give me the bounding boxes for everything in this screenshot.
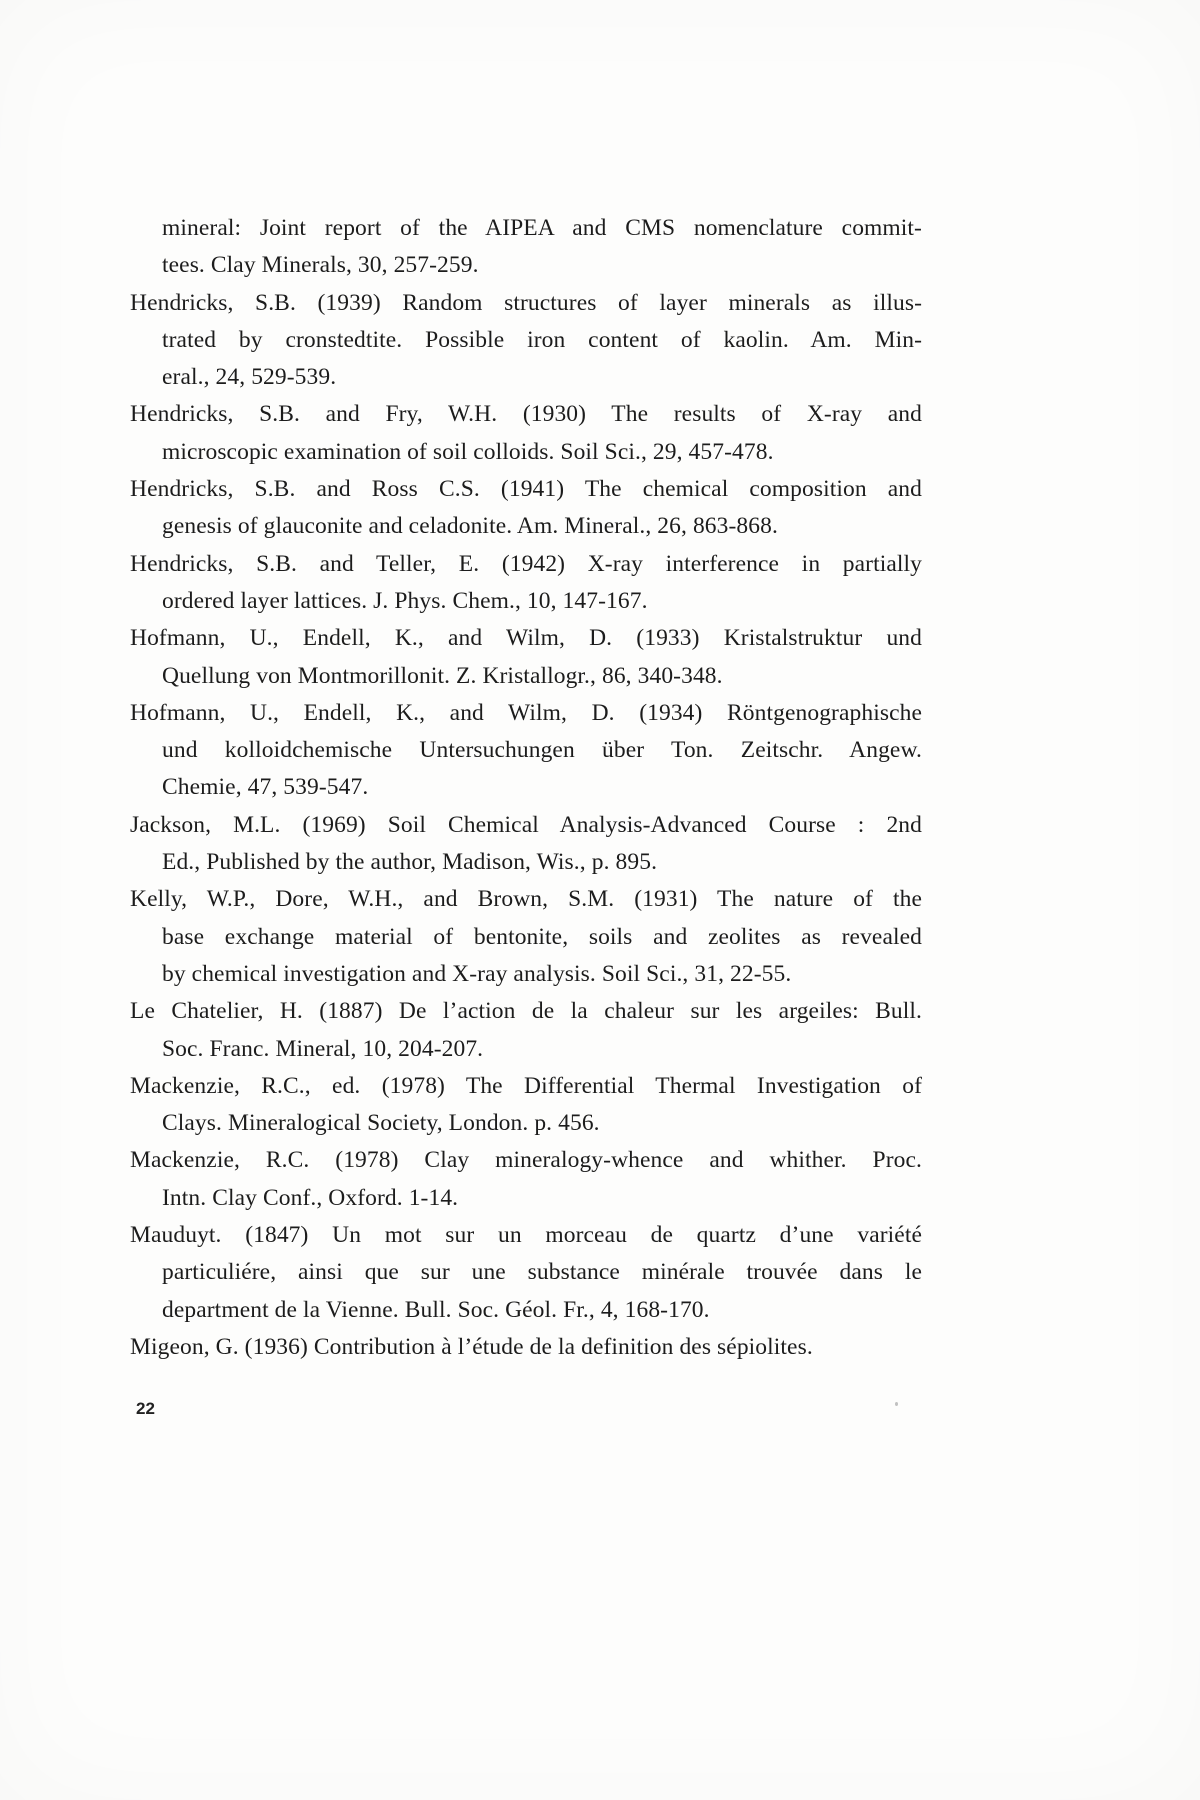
reference-line: tees. Clay Minerals, 30, 257-259.: [162, 252, 479, 279]
reference-line: department de la Vienne. Bull. Soc. Géol. Fr., 4, 168-170.: [162, 1296, 710, 1323]
reference-line: genesis of glauconite and celadonite. Am. Mineral., 26, 863-868.: [162, 513, 778, 540]
reference-entry: [130, 695, 922, 807]
reference-entry: [130, 993, 922, 1068]
reference-entry: [130, 210, 922, 285]
reference-line: Hendricks, S.B. (1939) Random structures of layer minerals as illus-: [130, 289, 922, 316]
reference-entry: [130, 546, 922, 621]
reference-line: Hofmann, U., Endell, K., and Wilm, D. (1933) Kristalstruktur und: [130, 625, 922, 652]
reference-line: Mackenzie, R.C. (1978) Clay mineralogy-whence and whither. Proc.: [130, 1147, 922, 1174]
reference-line: Quellung von Montmorillonit. Z. Kristallogr., 86, 340-348.: [162, 662, 723, 689]
reference-line: Hendricks, S.B. and Ross C.S. (1941) The chemical composition and: [130, 476, 922, 503]
reference-line: Ed., Published by the author, Madison, Wis., p. 895.: [162, 849, 658, 876]
reference-line: Soc. Franc. Mineral, 10, 204-207.: [162, 1035, 484, 1062]
reference-entry: [130, 396, 922, 471]
reference-line: Hofmann, U., Endell, K., and Wilm, D. (1934) Röntgenographische: [130, 699, 922, 726]
reference-line: Clays. Mineralogical Society, London. p. 456.: [162, 1110, 600, 1137]
reference-line: particuliére, ainsi que sur une substance minérale trouvée dans le: [162, 1259, 922, 1286]
reference-line: Kelly, W.P., Dore, W.H., and Brown, S.M. (1931) The nature of the: [130, 886, 922, 913]
reference-entry: [130, 1329, 922, 1366]
reference-line: mineral: Joint report of the AIPEA and CMS nomenclature commit-: [162, 215, 922, 241]
reference-line: base exchange material of bentonite, soils and zeolites as revealed: [162, 923, 922, 950]
reference-line: by chemical investigation and X-ray analysis. Soil Sci., 31, 22-55.: [162, 960, 792, 987]
reference-line: und kolloidchemische Untersuchungen über Ton. Zeitschr. Angew.: [162, 737, 922, 764]
reference-line: Migeon, G. (1936) Contribution à l’étude de la definition des sépiolites.: [130, 1333, 813, 1360]
reference-line: Mauduyt. (1847) Un mot sur un morceau de quartz d’une variété: [130, 1222, 922, 1249]
reference-line: Mackenzie, R.C., ed. (1978) The Differential Thermal Investigation of: [130, 1072, 922, 1099]
reference-line: Chemie, 47, 539-547.: [162, 774, 369, 801]
reference-entry: [130, 881, 922, 993]
reference-line: microscopic examination of soil colloids. Soil Sci., 29, 457-478.: [162, 438, 774, 465]
reference-entry: [130, 807, 922, 882]
reference-line: Hendricks, S.B. and Teller, E. (1942) X-ray interference in partially: [130, 550, 922, 577]
reference-entry: [130, 285, 922, 397]
reference-line: Jackson, M.L. (1969) Soil Chemical Analysis-Advanced Course : 2nd: [130, 811, 922, 838]
reference-entry: [130, 471, 922, 546]
scan-artifact: [895, 1402, 898, 1406]
reference-line: trated by cronstedtite. Possible iron content of kaolin. Am. Min-: [162, 326, 922, 353]
reference-entry: [130, 620, 922, 695]
reference-entry: [130, 1142, 922, 1217]
reference-line: ordered layer lattices. J. Phys. Chem., 10, 147-167.: [162, 587, 648, 614]
reference-line: Intn. Clay Conf., Oxford. 1-14.: [162, 1184, 459, 1211]
reference-line: Le Chatelier, H. (1887) De l’action de la chaleur sur les argeiles: Bull.: [130, 998, 922, 1025]
reference-list: [130, 210, 922, 1366]
reference-entry: [130, 1068, 922, 1143]
reference-entry: [130, 1217, 922, 1329]
reference-line: eral., 24, 529-539.: [162, 364, 337, 391]
reference-line: Hendricks, S.B. and Fry, W.H. (1930) The results of X-ray and: [130, 401, 922, 428]
page-number: 22: [136, 1399, 155, 1418]
